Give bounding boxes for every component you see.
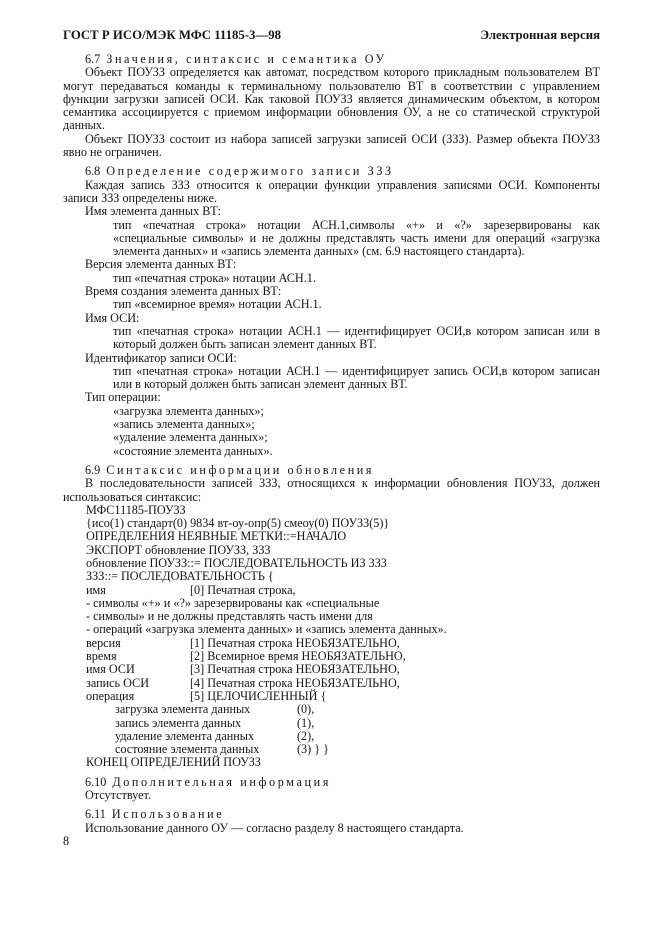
section-heading-6-8 bbox=[63, 165, 600, 178]
code-line: ЗЗЗ::= ПОСЛЕДОВАТЕЛЬНОСТЬ { bbox=[86, 569, 274, 584]
section-number: 6.8 bbox=[85, 164, 101, 179]
enum-row bbox=[115, 717, 600, 730]
field-def: [2] Всемирное время НЕОБЯЗАТЕЛЬНО, bbox=[190, 649, 406, 664]
term: Тип операции: bbox=[85, 390, 161, 405]
enum-value: (1), bbox=[297, 715, 315, 730]
field-label: время bbox=[86, 649, 117, 664]
definition: тип «печатная строка» нотации АСН.1. bbox=[113, 270, 316, 285]
page-header bbox=[63, 28, 600, 42]
section-title: Определение содержимого записи ЗЗЗ bbox=[106, 164, 394, 179]
code-field-row bbox=[86, 663, 600, 676]
code-line: ЭКСПОРТ обновление ПОУЗЗ, ЗЗЗ bbox=[86, 542, 271, 557]
enum-row bbox=[115, 730, 600, 743]
list-item: «состояние элемента данных». bbox=[113, 443, 273, 458]
code-field-row bbox=[86, 650, 600, 663]
section-number: 6.10 bbox=[85, 774, 107, 789]
edition-label: Электронная версия bbox=[480, 28, 600, 42]
section-title: Использование bbox=[111, 807, 225, 822]
section-number: 6.11 bbox=[85, 807, 106, 822]
section-title: Дополнительная информация bbox=[112, 774, 331, 789]
section-number: 6.9 bbox=[85, 462, 101, 477]
paragraph: Использование данного ОУ — согласно разделу 8 настоящего стандарта. bbox=[85, 820, 464, 835]
enum-name: удаление элемента данных bbox=[115, 728, 255, 743]
term: Имя элемента данных ВТ: bbox=[85, 204, 222, 219]
code-line: {исо(1) стандарт(0) 9834 вт-оу-опр(5) смеоу(0) ПОУЗЗ(5)} bbox=[86, 516, 390, 531]
enum-name: запись элемента данных bbox=[115, 715, 242, 730]
term: Имя ОСИ: bbox=[85, 310, 140, 325]
list-item: «удаление элемента данных»; bbox=[113, 430, 268, 445]
code-comment: - символы «+» и «?» зарезервированы как «специальные bbox=[86, 595, 380, 610]
paragraph: Каждая запись ЗЗЗ относится к операции функции управления записями ОСИ. Компоненты записи ЗЗЗ определены ниже. bbox=[63, 177, 600, 205]
code-field-row bbox=[86, 690, 600, 703]
field-label: запись ОСИ bbox=[86, 675, 150, 690]
code-line: обновление ПОУЗЗ::= ПОСЛЕДОВАТЕЛЬНОСТЬ ИЗ ЗЗЗ bbox=[86, 555, 387, 570]
page-number: 8 bbox=[63, 833, 70, 848]
code-comment: - операций «загрузка элемента данных» и «запись элемента данных». bbox=[86, 622, 447, 637]
field-label: версия bbox=[86, 635, 121, 650]
field-label: операция bbox=[86, 688, 135, 703]
section-heading-6-11 bbox=[63, 808, 600, 821]
definition: тип «печатная строка» нотации АСН.1 — идентифицирует ОСИ,в котором записан или в который должен быть записан элемент данных ВТ. bbox=[113, 323, 600, 352]
section-heading-6-7 bbox=[63, 53, 600, 66]
field-def: [5] ЦЕЛОЧИСЛЕННЫЙ { bbox=[190, 688, 327, 703]
enum-name: загрузка элемента данных bbox=[115, 702, 251, 717]
paragraph: Объект ПОУЗЗ состоит из набора записей загрузки записей ОСИ (ЗЗЗ). Размер объекта ПОУЗЗ явно не ограничен. bbox=[63, 131, 600, 160]
enum-name: состояние элемента данных bbox=[115, 742, 260, 757]
document-body bbox=[63, 53, 600, 848]
section-title: Значения, синтаксис и семантика ОУ bbox=[106, 52, 387, 66]
paragraph: Объект ПОУЗЗ определяется как автомат, посредством которого прикладным пользователем ВТ могут передаваться команды к терминальному пользователю ВТ в соответствии с управлением функции загрузки записей ОСИ. Как таковой ПОУЗЗ является динамическим объектом, в котором семантика ассоциируется с приемом информации обновления ОУ, а не со статической структурой данных. bbox=[63, 65, 600, 133]
code-line: МФС11185-ПОУЗЗ bbox=[86, 502, 186, 517]
code-field-row bbox=[86, 677, 600, 690]
field-label: имя ОСИ bbox=[86, 662, 135, 677]
term: Время создания элемента данных ВТ: bbox=[85, 284, 282, 299]
enum-value: (2), bbox=[297, 728, 315, 743]
asn1-definition-block bbox=[86, 504, 600, 770]
paragraph: В последовательности записей ЗЗЗ, относящихся к информации обновления ПОУЗЗ, должен использоваться синтаксис: bbox=[63, 476, 600, 504]
code-line: ОПРЕДЕЛЕНИЯ НЕЯВНЫЕ МЕТКИ::=НАЧАЛО bbox=[86, 529, 347, 544]
term: Версия элемента данных ВТ: bbox=[85, 257, 237, 272]
section-heading-6-10 bbox=[63, 776, 600, 789]
list-item: «запись элемента данных»; bbox=[113, 417, 255, 432]
field-def: [4] Печатная строка НЕОБЯЗАТЕЛЬНО, bbox=[190, 675, 400, 690]
field-def: [0] Печатная строка, bbox=[190, 582, 296, 597]
standard-number: ГОСТ Р ИСО/МЭК МФС 11185-3—98 bbox=[63, 28, 282, 42]
field-def: [1] Печатная строка НЕОБЯЗАТЕЛЬНО, bbox=[190, 635, 400, 650]
code-field-row bbox=[86, 584, 600, 597]
field-label: имя bbox=[86, 582, 106, 597]
paragraph: Отсутствует. bbox=[85, 788, 151, 803]
field-def: [3] Печатная строка НЕОБЯЗАТЕЛЬНО, bbox=[190, 662, 400, 677]
section-heading-6-9 bbox=[63, 464, 600, 477]
enum-value: (0), bbox=[297, 702, 315, 717]
definition: тип «печатная строка» нотации АСН.1,символы «+» и «?» зарезервированы как «специальные символы» и не должны представлять часть имени для операций «загрузка элемента данных» и «запись элемента данных» (см. 6.9 настоящего стандарта). bbox=[113, 217, 600, 259]
code-field-row bbox=[86, 637, 600, 650]
term: Идентификатор записи ОСИ: bbox=[85, 350, 237, 365]
list-item: «загрузка элемента данных»; bbox=[113, 403, 264, 418]
definition: тип «печатная строка» нотации АСН.1 — идентифицирует запись ОСИ,в котором записан или в который должен быть записан элемент данных ВТ. bbox=[113, 363, 600, 392]
definition: тип «всемирное время» нотации АСН.1. bbox=[113, 297, 322, 312]
code-line: КОНЕЦ ОПРЕДЕЛЕНИЙ ПОУЗЗ bbox=[86, 755, 261, 770]
section-number: 6.7 bbox=[85, 52, 101, 66]
enum-value: (3) } } bbox=[297, 742, 330, 757]
enum-row bbox=[115, 743, 600, 756]
section-title: Синтаксис информации обновления bbox=[106, 462, 375, 477]
enum-row bbox=[115, 703, 600, 716]
code-comment: - символы» и не должны представлять часть имени для bbox=[86, 609, 373, 624]
